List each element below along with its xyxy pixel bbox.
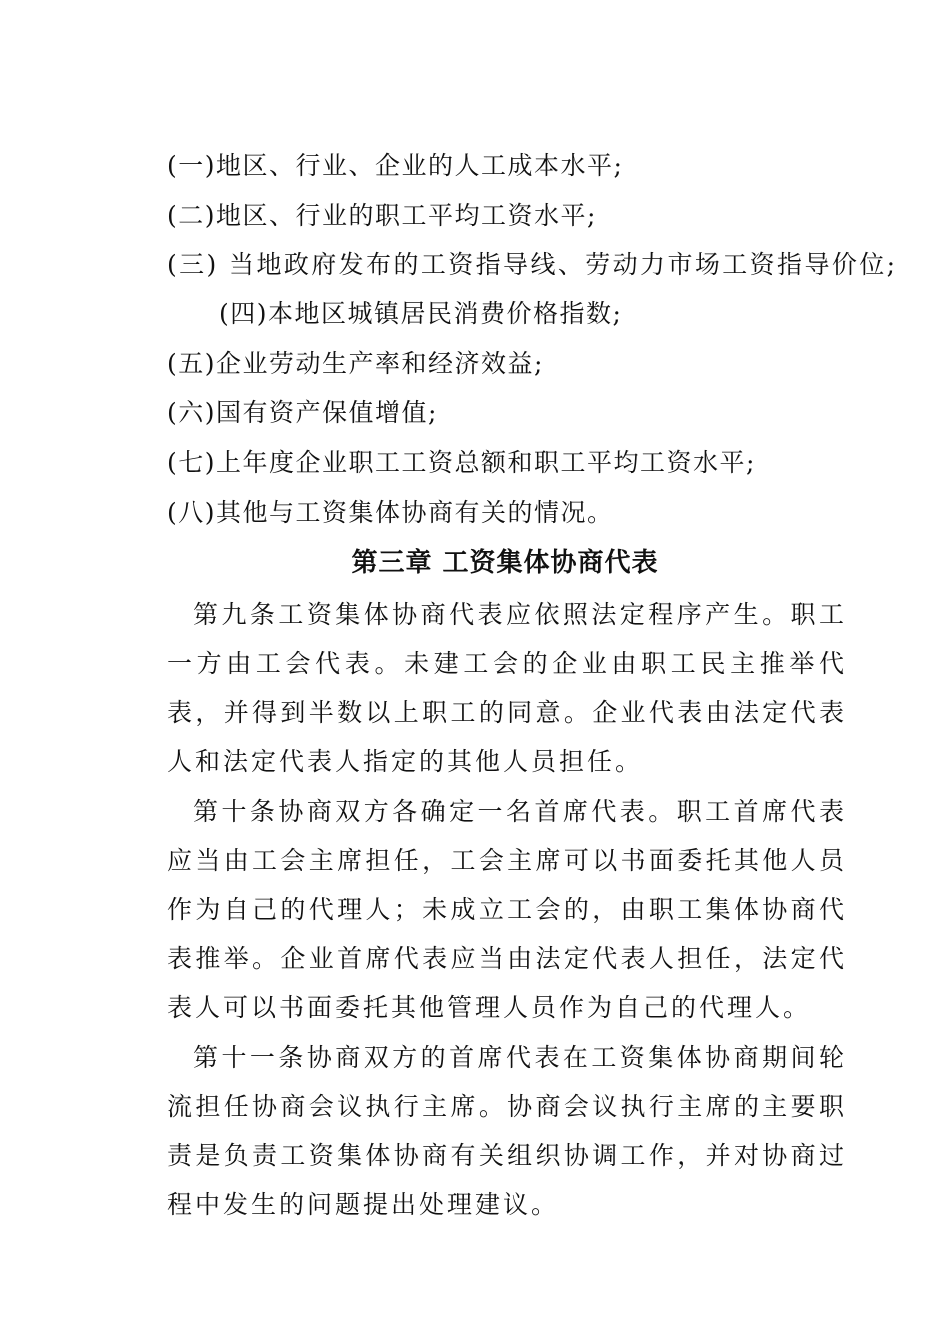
chapter-title: 第三章 工资集体协商代表 xyxy=(351,548,659,578)
article-11-paragraph: 第十一条协商双方的首席代表在工资集体协商期间轮流担任协商会议执行主席。协商会议执行主席的主要职责是负责工资集体协商有关组织协调工作，并对协商过程中发生的问题提出处理建议。 xyxy=(167,1043,847,1219)
list-item-2: (二)地区、行业的职工平均工资水平; xyxy=(167,201,597,230)
list-item-7: (七)上年度企业职工工资总额和职工平均工资水平; xyxy=(167,448,756,477)
article-9-paragraph: 第九条工资集体协商代表应依照法定程序产生。职工一方由工会代表。未建工会的企业由职工民主推举代表，并得到半数以上职工的同意。企业代表由法定代表人和法定代表人指定的其他人员担任。 xyxy=(167,600,847,776)
list-item-6: (六)国有资产保值增值; xyxy=(167,398,438,427)
list-item-1: (一)地区、行业、企业的人工成本水平; xyxy=(167,151,624,180)
list-item-5: (五)企业劳动生产率和经济效益; xyxy=(167,349,544,378)
list-item-8: (八)其他与工资集体协商有关的情况。 xyxy=(167,498,614,527)
list-item-4: (四)本地区城镇居民消费价格指数; xyxy=(219,299,623,328)
list-item-3: (三) 当地政府发布的工资指导线、劳动力市场工资指导价位; xyxy=(167,250,898,279)
article-10-paragraph: 第十条协商双方各确定一名首席代表。职工首席代表应当由工会主席担任，工会主席可以书面委托其他人员作为自己的代理人；未成立工会的，由职工集体协商代表推举。企业首席代表应当由法定代表人担任，法定代表人可以书面委托其他管理人员作为自己的代理人。 xyxy=(167,797,847,1022)
